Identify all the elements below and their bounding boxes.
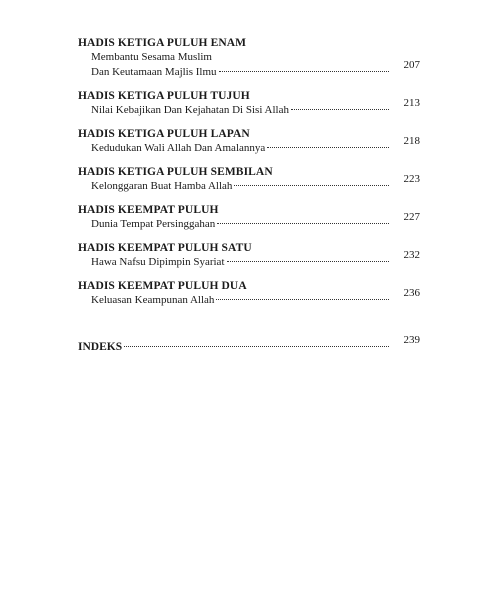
- toc-entry-heading: HADIS KETIGA PULUH LAPAN: [78, 128, 250, 140]
- toc-entry: [78, 36, 420, 80]
- toc-entry: [78, 165, 420, 194]
- table-of-contents: [78, 36, 420, 355]
- toc-entry: [78, 127, 420, 156]
- toc-entry-line[interactable]: [78, 135, 420, 156]
- toc-index-entry[interactable]: [78, 334, 420, 355]
- toc-entry-page-number: 207: [403, 59, 420, 71]
- toc-entry: [78, 241, 420, 270]
- toc-entry-subtitle: Nilai Kebajikan Dan Kejahatan Di Sisi Allah: [91, 104, 289, 116]
- toc-entry-heading: HADIS KEEMPAT PULUH DUA: [78, 280, 247, 292]
- dot-leader: [124, 346, 389, 347]
- toc-entry-heading: HADIS KEEMPAT PULUH SATU: [78, 242, 252, 254]
- toc-entry-subtitle: Hawa Nafsu Dipimpin Syariat: [91, 256, 225, 268]
- toc-index-label: INDEKS: [78, 341, 123, 353]
- dot-leader: [291, 109, 389, 110]
- toc-entry-page-number: 232: [403, 249, 420, 261]
- toc-entry-subtitle: Dan Keutamaan Majlis Ilmu: [91, 66, 217, 78]
- toc-index-page-number: 239: [403, 334, 420, 346]
- toc-entry-line[interactable]: [78, 59, 420, 80]
- toc-entry-line[interactable]: [78, 97, 420, 118]
- toc-entry-heading: HADIS KETIGA PULUH ENAM: [78, 37, 247, 49]
- toc-entry-page-number: 227: [403, 211, 420, 223]
- toc-entry-subtitle: Kelonggaran Buat Hamba Allah: [91, 180, 233, 192]
- toc-entry-line[interactable]: [78, 211, 420, 232]
- toc-entry: [78, 89, 420, 118]
- toc-entry-line[interactable]: [78, 249, 420, 270]
- dot-leader: [219, 71, 389, 72]
- toc-entry-line[interactable]: [78, 287, 420, 308]
- toc-entry-heading: HADIS KETIGA PULUH SEMBILAN: [78, 166, 273, 178]
- toc-entry-heading: HADIS KETIGA PULUH TUJUH: [78, 90, 250, 102]
- dot-leader: [267, 147, 389, 148]
- toc-entry-page-number: 218: [403, 135, 420, 147]
- dot-leader: [217, 223, 389, 224]
- toc-entry-subtitle: Kedudukan Wali Allah Dan Amalannya: [91, 142, 266, 154]
- dot-leader: [234, 185, 389, 186]
- dot-leader: [227, 261, 390, 262]
- toc-entry-heading: HADIS KEEMPAT PULUH: [78, 204, 219, 216]
- toc-entry-page-number: 236: [403, 287, 420, 299]
- toc-entry-subtitle-line: Membantu Sesama Muslim: [91, 51, 212, 63]
- toc-entry: [78, 203, 420, 232]
- toc-entry-subtitle: Dunia Tempat Persinggahan: [91, 218, 216, 230]
- toc-entry-page-number: 223: [403, 173, 420, 185]
- toc-entry-line[interactable]: [78, 173, 420, 194]
- dot-leader: [216, 299, 389, 300]
- toc-entry: [78, 279, 420, 308]
- toc-entry-subtitle: Keluasan Keampunan Allah: [91, 294, 215, 306]
- toc-entry-page-number: 213: [403, 97, 420, 109]
